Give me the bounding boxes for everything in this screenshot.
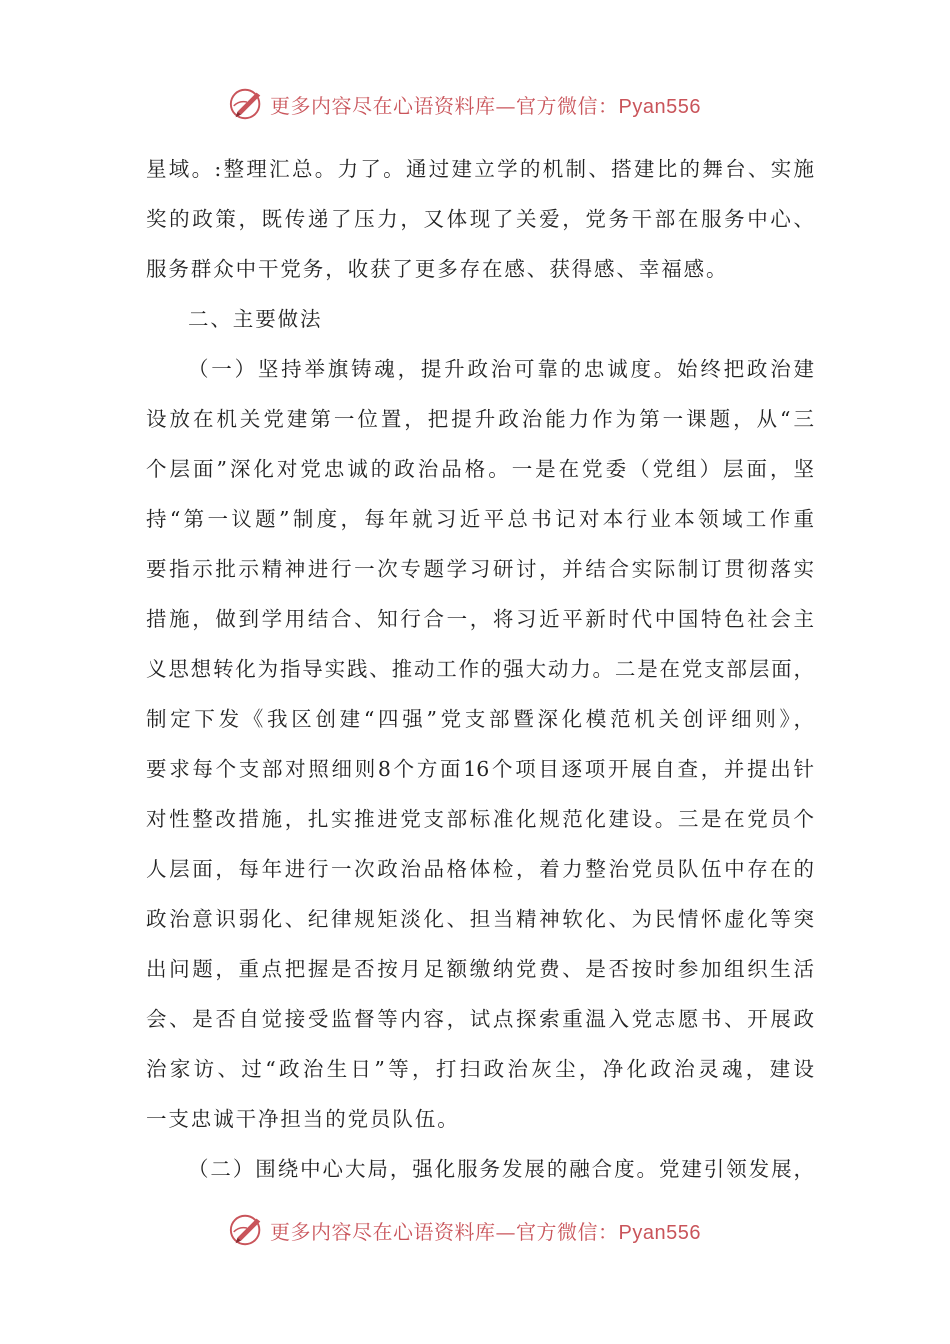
- text-line: 措施，做到学用结合、知行合一，将习近平新时代中国特色社会主: [146, 607, 814, 631]
- text-line: 政治意识弱化、纪律规矩淡化、担当精神软化、为民情怀虚化等突: [146, 907, 814, 931]
- text-line: 个层面”深化对党忠诚的政治品格。一是在党委（党组）层面，坚: [146, 457, 814, 481]
- text-line: 会、是否自觉接受监督等内容，试点探索重温入党志愿书、开展政: [146, 1007, 814, 1031]
- text-line: 对性整改措施，扎实推进党支部标准化规范化建设。三是在党员个: [146, 807, 814, 831]
- text-line: 治家访、过“政治生日”等，打扫政治灰尘，净化政治灵魂，建设: [146, 1057, 814, 1081]
- watermark-header: [228, 82, 748, 126]
- section-heading: 二、主要做法: [188, 307, 323, 331]
- text-line: 人层面，每年进行一次政治品格体检，着力整治党员队伍中存在的: [146, 857, 814, 881]
- text-line: 出问题，重点把握是否按月足额缴纳党费、是否按时参加组织生活: [146, 957, 814, 981]
- text-line: 服务群众中干党务，收获了更多存在感、获得感、幸福感。: [146, 257, 729, 281]
- watermark-footer: [228, 1208, 748, 1252]
- text-line: 设放在机关党建第一位置，把提升政治能力作为第一课题，从“三: [146, 407, 814, 431]
- text-line: 要指示批示精神进行一次专题学习研讨，并结合实际制订贯彻落实: [146, 557, 814, 581]
- text-line: （二）围绕中心大局，强化服务发展的融合度。党建引领发展，: [188, 1157, 814, 1181]
- pen-logo-icon: [228, 1211, 266, 1249]
- text-line: 一支忠诚干净担当的党员队伍。: [146, 1107, 460, 1131]
- text-line: 要求每个支部对照细则8个方面16个项目逐项开展自查，并提出针: [146, 757, 814, 781]
- text-line: （一）坚持举旗铸魂，提升政治可靠的忠诚度。始终把政治建: [188, 357, 814, 381]
- text-line: 制定下发《我区创建“四强”党支部暨深化模范机关创评细则》，: [146, 707, 814, 731]
- text-line: 持“第一议题”制度，每年就习近平总书记对本行业本领域工作重: [146, 507, 814, 531]
- document-body: [146, 144, 814, 1194]
- watermark-text: 更多内容尽在心语资料库—官方微信：Pyan556: [270, 93, 701, 118]
- watermark-text: 更多内容尽在心语资料库—官方微信：Pyan556: [270, 1219, 701, 1244]
- text-line: 奖的政策，既传递了压力，又体现了关爱，党务干部在服务中心、: [146, 207, 814, 231]
- text-line: 义思想转化为指导实践、推动工作的强大动力。二是在党支部层面，: [146, 657, 814, 681]
- text-line: 星域。:整理汇总。力了。通过建立学的机制、搭建比的舞台、实施: [146, 157, 814, 181]
- pen-logo-icon: [228, 85, 266, 123]
